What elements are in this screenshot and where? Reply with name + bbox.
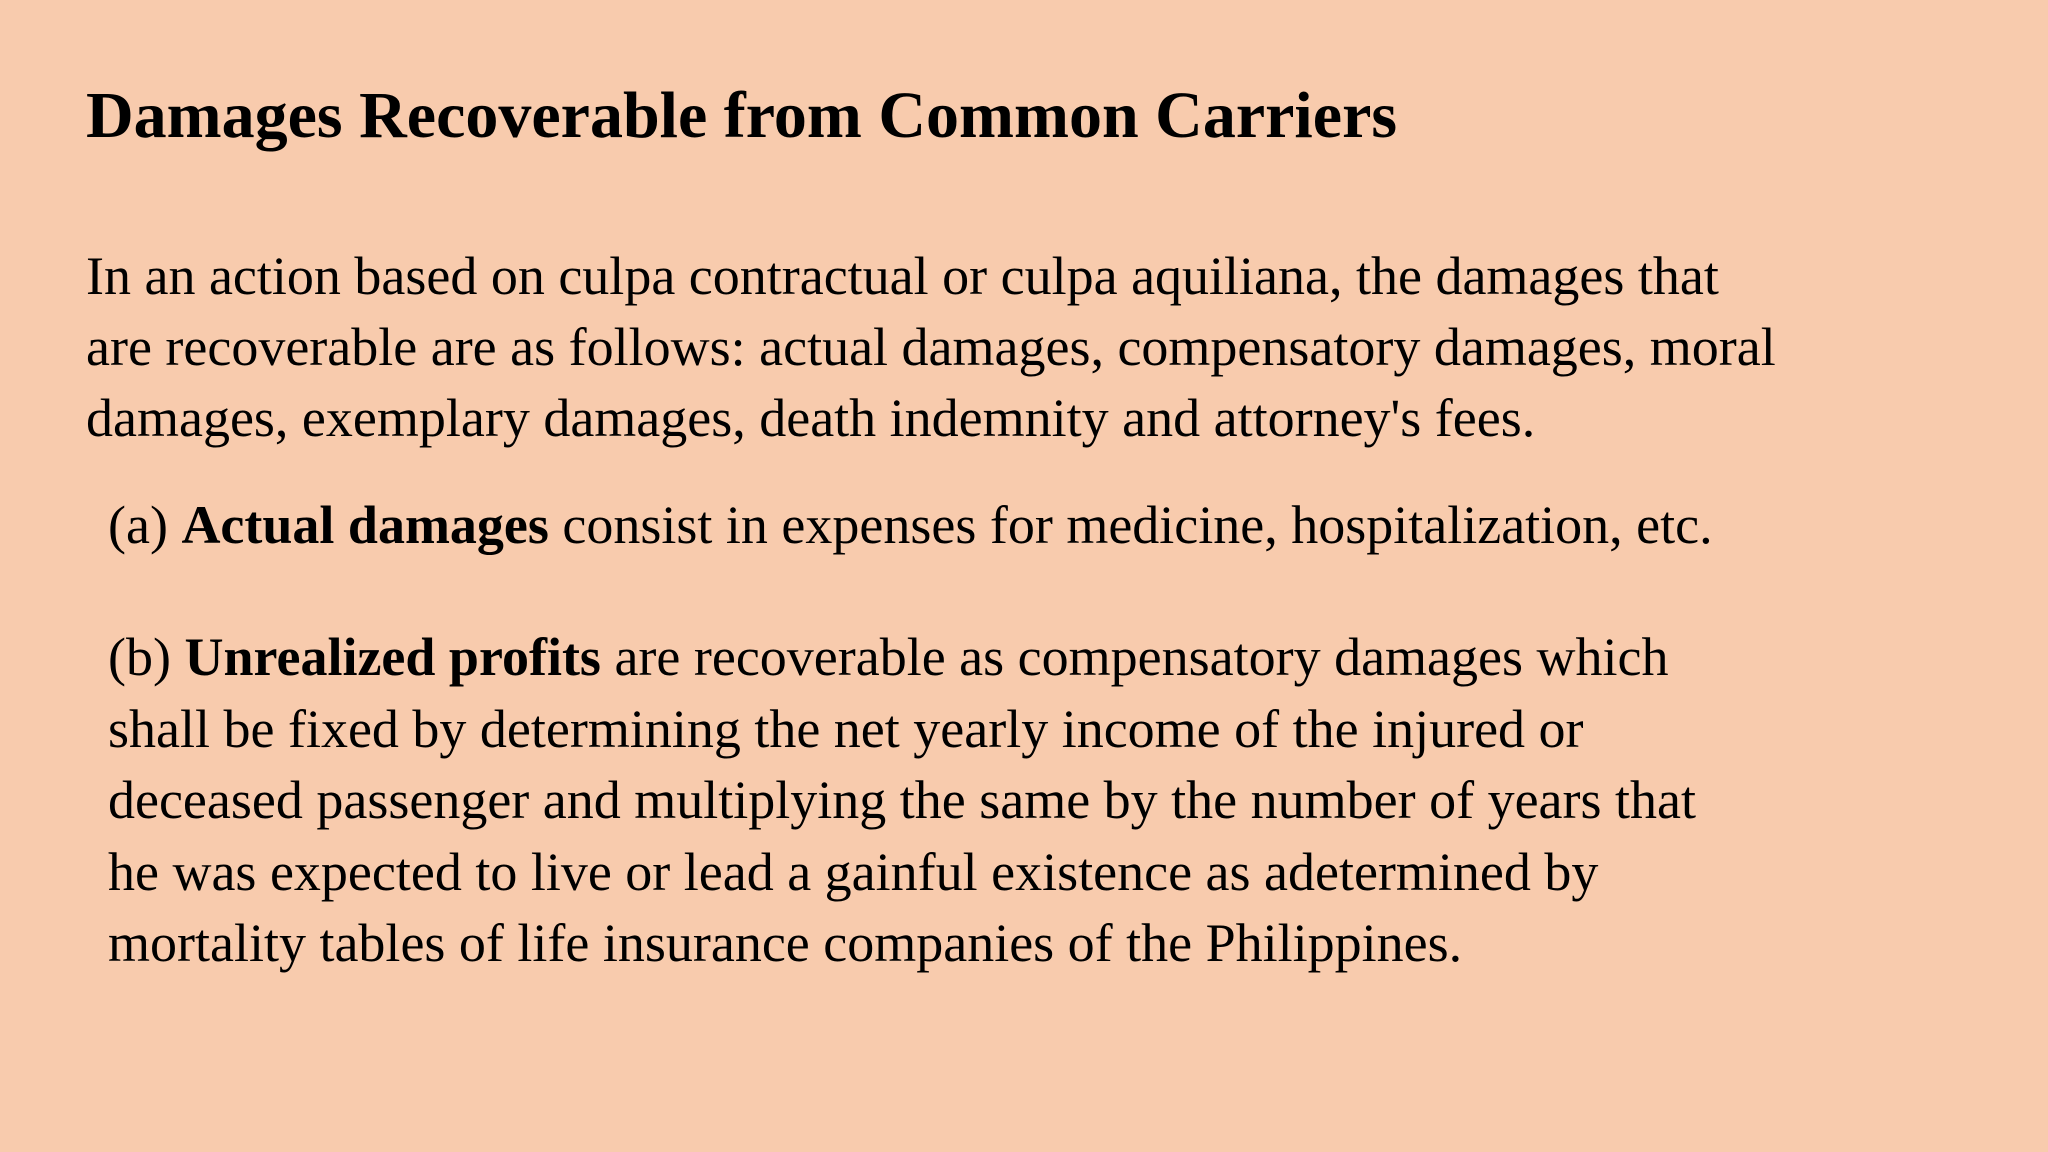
intro-line: damages, exemplary damages, death indemnity and attorney's fees. (86, 388, 1536, 448)
intro-line: are recoverable are as follows: actual damages, compensatory damages, moral (86, 317, 1776, 377)
intro-paragraph (86, 241, 2006, 454)
slide-title: Damages Recoverable from Common Carriers (86, 79, 1398, 152)
item-a-marker: (a) (108, 495, 168, 555)
item-a-line (108, 490, 1713, 562)
item-b-line: deceased passenger and multiplying the same by the number of years that (108, 770, 1696, 830)
item-b-first-line-rest: are recoverable as compensatory damages which (614, 627, 1669, 687)
intro-line: In an action based on culpa contractual or culpa aquiliana, the damages that (86, 246, 1719, 306)
item-b-line: shall be fixed by determining the net yearly income of the injured or (108, 698, 1584, 759)
item-a-text: consist in expenses for medicine, hospitalization, etc. (562, 495, 1713, 555)
item-actual-damages (108, 490, 1713, 562)
item-b-line: mortality tables of life insurance companies of the Philippines. (108, 913, 1463, 973)
item-b-marker: (b) (108, 627, 171, 687)
item-a-term: Actual damages (181, 495, 549, 555)
item-unrealized-profits (108, 622, 1696, 980)
item-b-term: Unrealized profits (184, 627, 601, 687)
item-b-line: he was expected to live or lead a gainful existence as adetermined by (108, 841, 1599, 902)
item-b-line (108, 622, 1696, 694)
